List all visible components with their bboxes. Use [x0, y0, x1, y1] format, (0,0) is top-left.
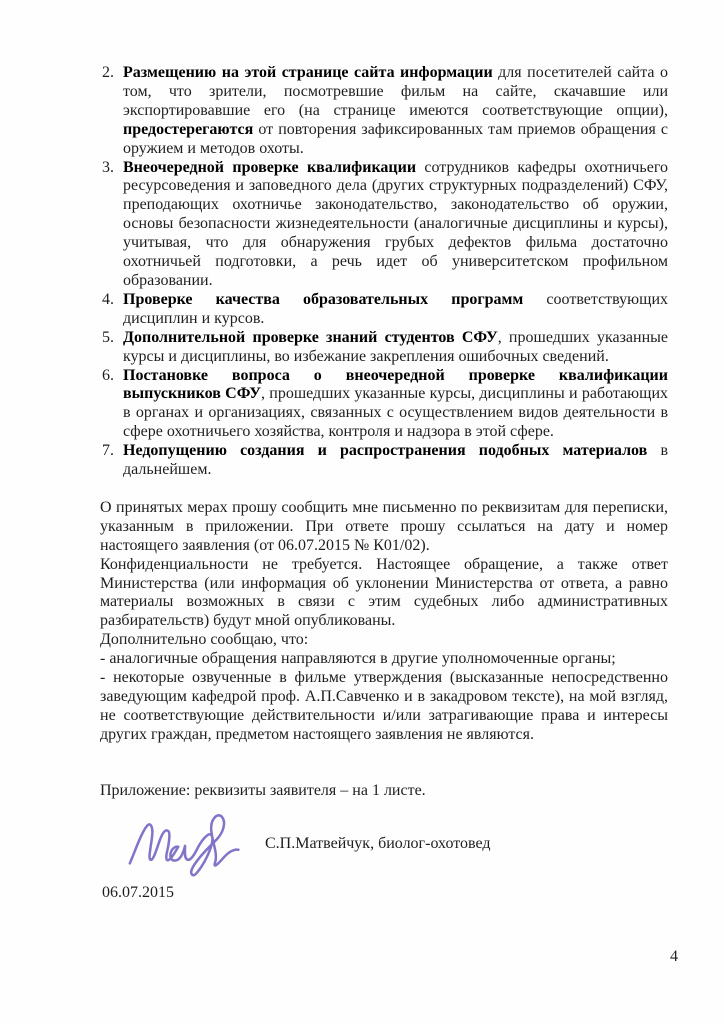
item-text-regular: , прошедших указанные курсы и дисциплины, во избежание закрепления ошибочных сведений.: [123, 328, 668, 365]
document-body: [100, 64, 668, 801]
paragraph-confidentiality: Конфиденциальности не требуется. Настоящее обращение, а также ответ Министерства (или информация об уклонении Министерства от ответа, а равно материалы возможных в связи с этим судебных либо административных разбирательств) будут мной опубликованы.: [100, 555, 668, 630]
item-text-bold: предостерегаются: [123, 120, 254, 138]
paragraph-reply-request: О принятых мерах прошу сообщить мне письменно по реквизитам для переписки, указанным в приложении. При ответе прошу ссылаться на дату и номер настоящего заявления (от 06.07.2015 № К01/02).: [100, 498, 668, 554]
paragraph-dash-item: - некоторые озвученные в фильме утверждения (высказанные непосредственно заведующим кафедрой проф. А.П.Савченко и в закадровом тексте), на мой взгляд, не соответствующие действительности и/или затрагивающие права и интересы других граждан, предметом настоящего заявления не являются.: [100, 669, 668, 743]
signature-name: С.П.Матвейчук, биолог-охотовед: [265, 835, 491, 852]
list-item-text: [123, 329, 668, 365]
list-item-text: [123, 442, 668, 478]
item-text-bold: Недопущению создания и распространения подобных материалов: [123, 442, 648, 460]
list-item-number: 3.: [102, 158, 114, 176]
item-text-bold: Проверке качества образовательных программ: [123, 290, 524, 308]
item-text-regular: , прошедших указанные курсы, дисциплины и работающих в органах и организациях, связанных с осуществлением видов деятельности в сфере охотничьего хозяйства, контроля и надзора в этой сфере.: [123, 385, 669, 441]
item-text-regular: от повторения зафиксированных там приемов обращения с оружием и методов охоты.: [123, 120, 668, 157]
list-item: [100, 367, 668, 443]
document-date: 06.07.2015: [102, 884, 174, 901]
list-item: [100, 442, 668, 480]
list-item-text: [123, 64, 668, 157]
list-item-text: [123, 291, 668, 327]
page-number: 4: [670, 948, 678, 965]
list-item-number: 7.: [102, 442, 114, 460]
list-item-number: 6.: [102, 366, 114, 384]
item-text-regular: сотрудников кафедры охотничьего ресурсоведения и заповедного дела (других структурных подразделений) СФУ, преподающих охотничье законодательство, законодательство об оружии, основы безопасности жизнедеятельности (аналогичные дисциплины и курсы), учитывая, что для обнаружения грубых дефектов фильма достаточно охотничьей подготовки, а речь идет об университетском профильном образовании.: [123, 158, 668, 289]
item-text-regular: в дальнейшем.: [123, 442, 669, 479]
list-item-number: 5.: [102, 328, 114, 346]
item-text-bold: Дополнительной проверке знаний студентов СФУ: [123, 328, 498, 346]
item-text-bold: Размещению на этой странице сайта информации: [123, 64, 493, 81]
list-item-number: 2.: [102, 64, 114, 81]
paragraph-additional-intro: Дополнительно сообщаю, что:: [100, 631, 309, 649]
item-text-regular: соответствующих дисциплин и курсов.: [123, 290, 668, 327]
attachment-line: Приложение: реквизиты заявителя – на 1 листе.: [100, 781, 426, 799]
list-item: [100, 291, 668, 329]
list-item-text: [123, 367, 668, 441]
list-item: [100, 159, 668, 291]
signature-handwriting: [124, 803, 250, 881]
list-item-text: [123, 159, 668, 289]
list-item-number: 4.: [102, 290, 114, 308]
paragraph-dash-item: - аналогичные обращения направляются в другие уполномоченные органы;: [100, 650, 616, 668]
list-item: [100, 64, 668, 159]
item-text-bold: Постановке вопроса о внеочередной проверке квалификации выпускников СФУ: [123, 366, 668, 403]
item-text-regular: для посетителей сайта о том, что зрители, посмотревшие фильм на сайте, скачавшие или экспортировавшие его (на странице имеются соответствующие опции),: [123, 64, 668, 119]
list-item: [100, 329, 668, 367]
item-text-bold: Внеочередной проверке квалификации: [123, 158, 417, 176]
